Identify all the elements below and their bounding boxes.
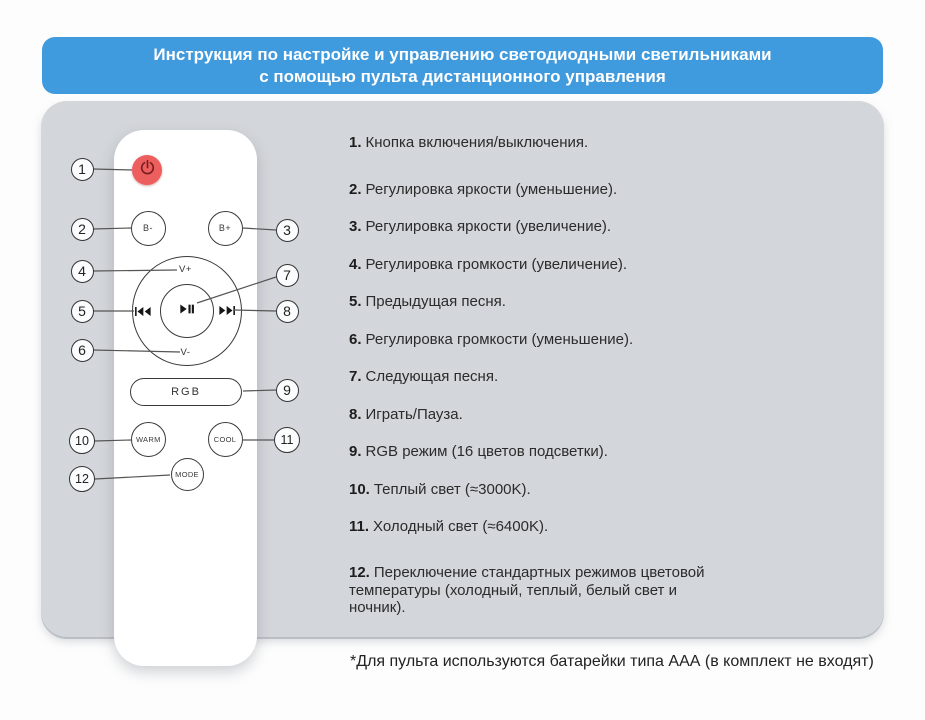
instruction-item-3 [349, 218, 611, 236]
cool-label: COOL [213, 434, 237, 444]
brightness-up-label: B+ [218, 223, 232, 233]
instruction-item-9 [349, 443, 608, 461]
volume-down-label: V- [180, 347, 191, 358]
item-number: 11. [349, 518, 370, 535]
item-text: Переключение стандартных режимов цветовой температуры (холодный, теплый, белый свет и ночник). [349, 564, 705, 616]
item-text: RGB режим (16 цветов подсветки). [365, 443, 608, 460]
item-text: Предыдущая песня. [365, 293, 506, 310]
callout-8: 8 [276, 300, 299, 323]
instruction-item-8 [349, 406, 463, 424]
item-text: Холодный свет (≈6400K). [373, 518, 549, 535]
play-pause-button [160, 284, 214, 338]
header-banner [42, 37, 883, 94]
instruction-item-5 [349, 293, 506, 311]
item-number: 5. [349, 293, 362, 310]
callout-1: 1 [71, 158, 94, 181]
callout-12: 12 [69, 466, 95, 492]
instruction-item-4 [349, 256, 627, 274]
rgb-label: RGB [171, 386, 201, 398]
instruction-item-12 [349, 564, 714, 617]
item-number: 4. [349, 256, 362, 273]
brightness-down-label: B- [143, 223, 153, 233]
callout-5: 5 [71, 300, 94, 323]
item-number: 1. [349, 134, 362, 151]
callout-4: 4 [71, 260, 94, 283]
warm-label: WARM [135, 434, 161, 444]
cool-button [208, 422, 243, 457]
callout-2: 2 [71, 218, 94, 241]
item-number: 7. [349, 368, 362, 385]
mode-button [171, 458, 204, 491]
rgb-button [130, 378, 242, 406]
item-text: Регулировка громкости (увеличение). [365, 256, 628, 273]
mode-label: MODE [175, 469, 199, 479]
callout-3: 3 [276, 219, 299, 242]
item-number: 3. [349, 218, 362, 235]
item-text: Кнопка включения/выключения. [365, 134, 589, 151]
item-text: Регулировка яркости (уменьшение). [365, 181, 618, 198]
item-number: 10. [349, 481, 370, 498]
item-number: 8. [349, 406, 362, 423]
item-text: Играть/Пауза. [365, 406, 463, 423]
callout-9: 9 [276, 379, 299, 402]
callout-7: 7 [276, 264, 299, 287]
instruction-item-1 [349, 134, 588, 152]
brightness-up-button [208, 211, 243, 246]
power-icon [139, 159, 156, 181]
next-track-icon [218, 305, 236, 316]
callout-6: 6 [71, 339, 94, 362]
instruction-item-6 [349, 331, 633, 349]
item-text: Регулировка громкости (уменьшение). [365, 331, 634, 348]
power-button [132, 155, 162, 185]
instruction-item-11 [349, 518, 548, 536]
header-title-line1: Инструкция по настройке и управлению светодиодными светильниками [153, 44, 772, 64]
instruction-item-7 [349, 368, 498, 386]
header-title-line2: с помощью пульта дистанционного управления [259, 66, 666, 86]
item-number: 9. [349, 443, 362, 460]
volume-up-label: V+ [179, 264, 192, 275]
instruction-item-2 [349, 181, 617, 199]
item-number: 12. [349, 564, 370, 581]
battery-footnote: *Для пульта используются батарейки типа ААА (в комплект не входят) [350, 653, 874, 670]
item-number: 6. [349, 331, 362, 348]
warm-button [131, 422, 166, 457]
play-pause-icon [179, 302, 195, 320]
brightness-down-button [131, 211, 166, 246]
item-text: Следующая песня. [365, 368, 499, 385]
instruction-item-10 [349, 481, 531, 499]
item-number: 2. [349, 181, 362, 198]
remote-control [114, 130, 257, 666]
item-text: Регулировка яркости (увеличение). [365, 218, 612, 235]
callout-10: 10 [69, 428, 95, 454]
item-text: Теплый свет (≈3000K). [373, 481, 531, 498]
previous-track-icon [134, 306, 152, 317]
callout-11: 11 [274, 427, 300, 453]
